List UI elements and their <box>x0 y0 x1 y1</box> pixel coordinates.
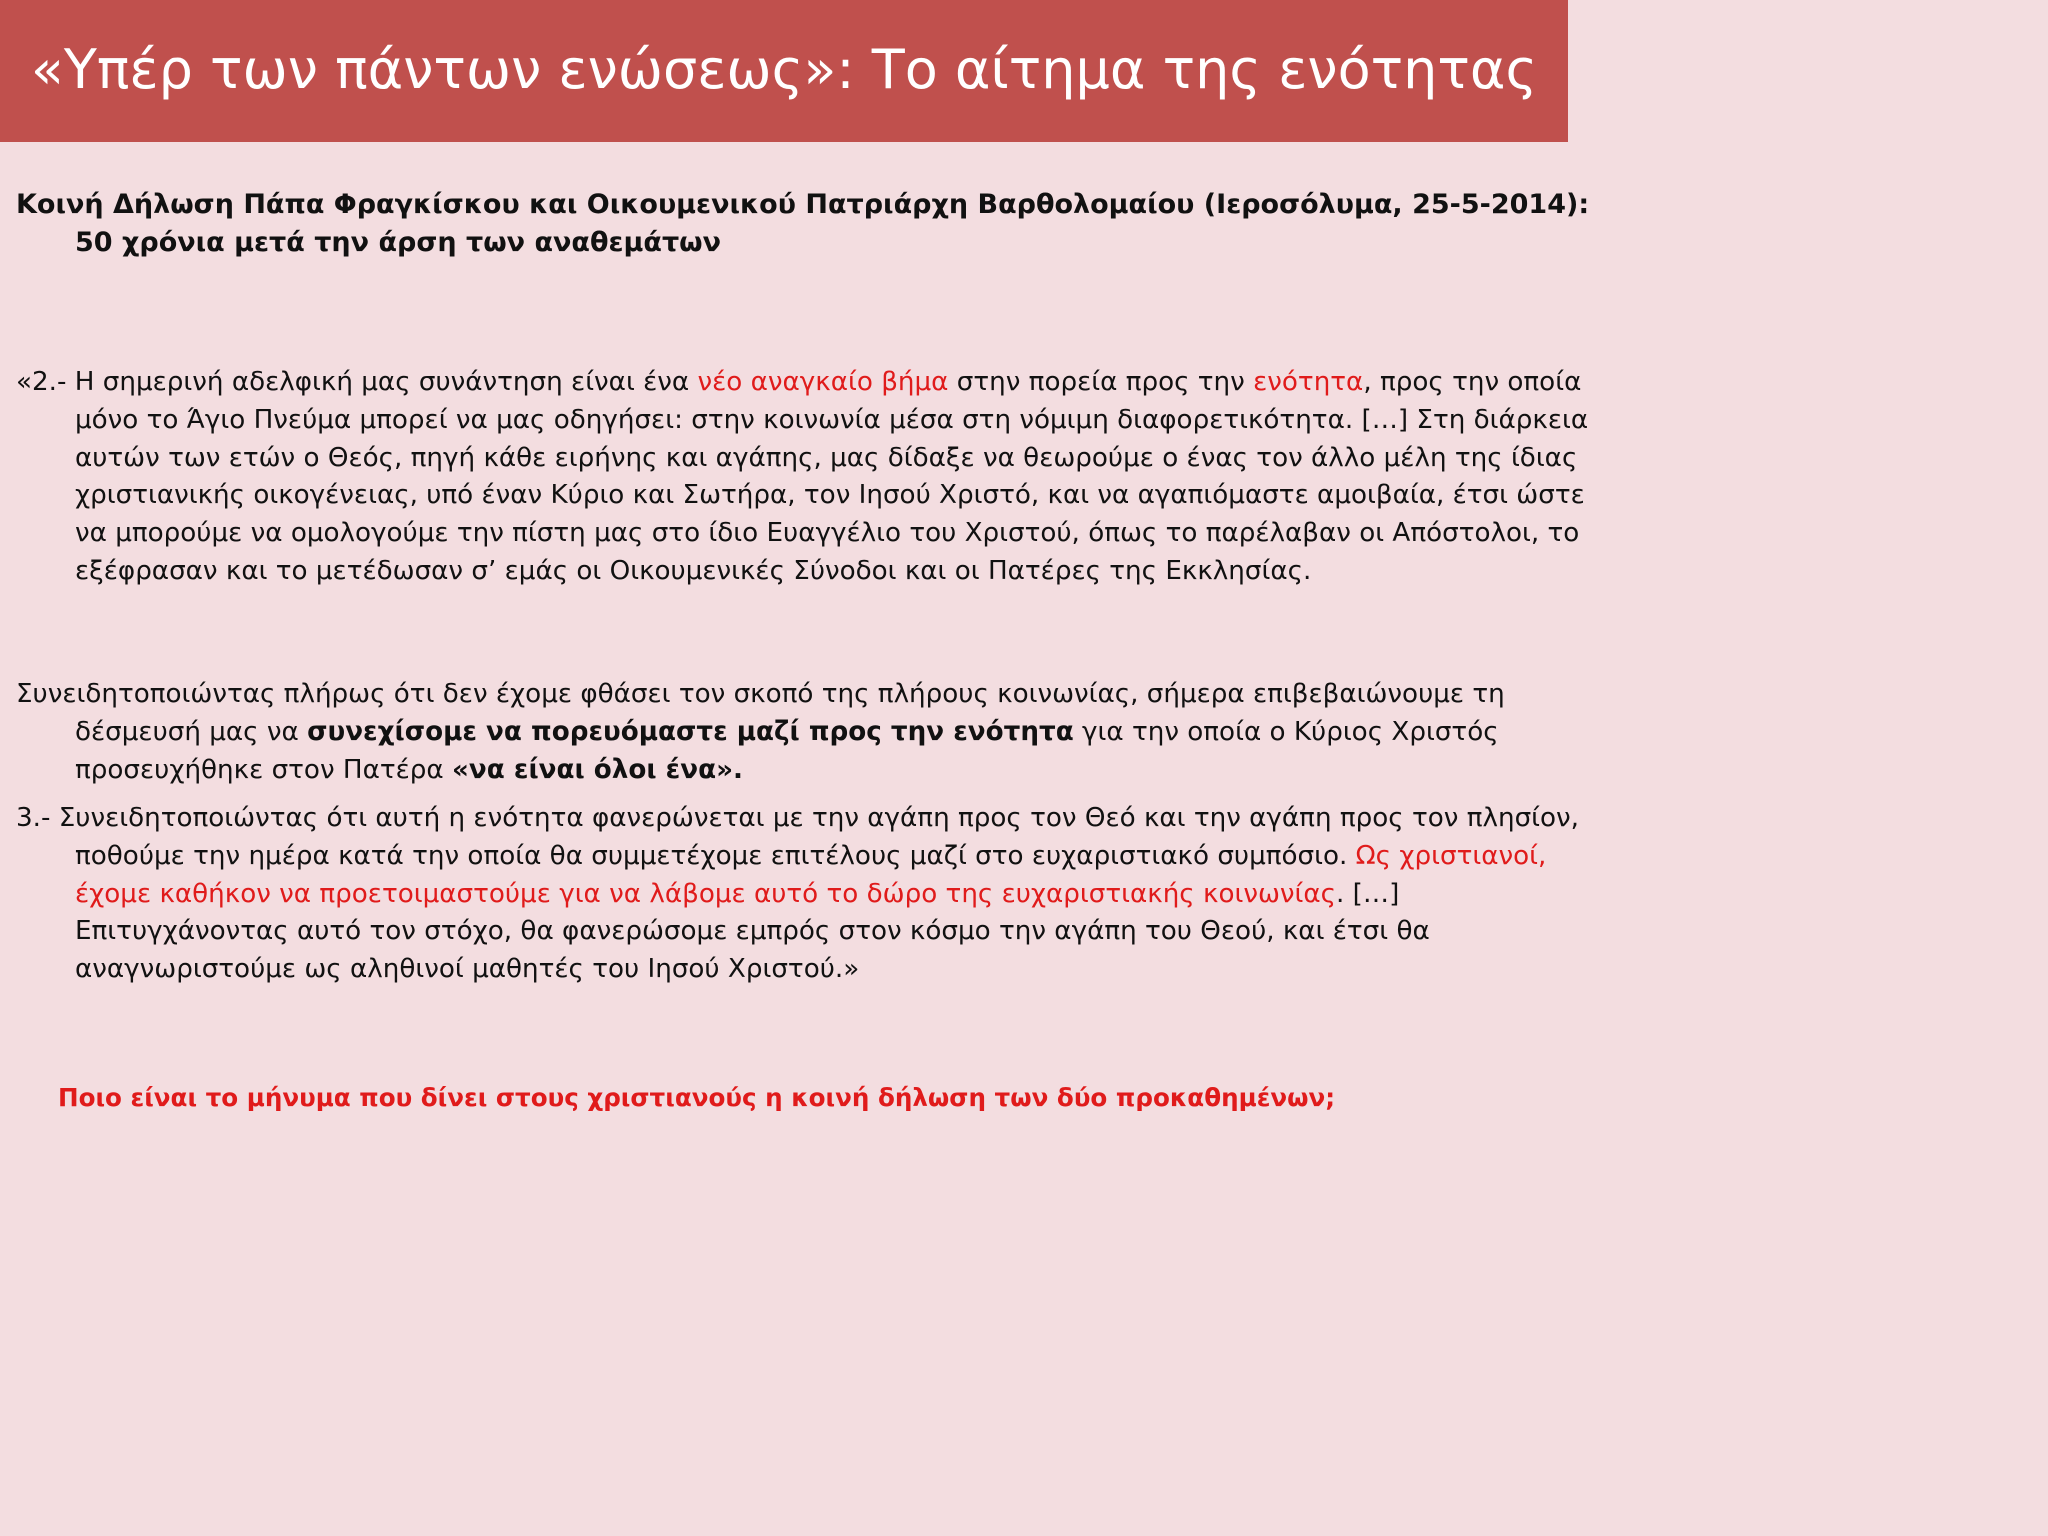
quote-paragraph-commitment <box>16 676 1605 789</box>
text-run: για την οποία ο Κύριος Χριστός προσευχήθηκε στον Πατέρα <box>75 716 1499 785</box>
text-run: . […] Επιτυγχάνοντας αυτό τον στόχο, θα φανερώσομε εμπρός στον κόσμο την αγάπη του Θεού, και έτσι θα αναγνωριστούμε ως αληθινοί μαθητές του Ιησού Χριστού.» <box>75 878 1430 985</box>
text-run: , προς την οποία μόνο το Άγιο Πνεύμα μπορεί να μας οδηγήσει: στην κοινωνία μέσα στη νόμιμη διαφορετικότητα. […] Στη διάρκεια αυτών των ετών ο Θεός, πηγή κάθε ειρήνης και αγάπης, μας δίδαξε να θεωρούμε ο ένας τον άλλο μέλη της ίδιας χριστιανικής οικογένειας, υπό έναν Κύριο και Σωτήρα, τον Ιησού Χριστό, και να αγαπιόμαστε αμοιβαία, έτσι ώστε να μπορούμε να ομολογούμε την πίστη μας στο ίδιο Ευαγγέλιο του Χριστού, όπως το παρέλαβαν οι Απόστολοι, το εξέφρασαν και το μετέδωσαν σ’ εμάς οι Οικουμενικές Σύνοδοι και οι Πατέρες της Εκκλησίας. <box>75 367 1589 586</box>
text-run: «2.- Η σημερινή αδελφική μας συνάντηση είναι ένα <box>16 367 698 397</box>
text-run: Συνειδητοποιώντας πλήρως ότι δεν έχομε φθάσει τον σκοπό της πλήρους κοινωνίας, σήμερα επιβεβαιώνουμε τη δέσμευσή μας να <box>16 679 1505 747</box>
bold-text: συνεχίσομε να πορευόμαστε μαζί προς την ενότητα <box>307 716 1074 747</box>
text-run: στην πορεία προς την <box>948 367 1254 397</box>
quote-paragraph-2 <box>16 364 1605 591</box>
source-heading: Κοινή Δήλωση Πάπα Φραγκίσκου και Οικουμενικού Πατριάρχη Βαρθολομαίου (Ιεροσόλυμα, 25-5-2014): 50 χρόνια μετά την άρση των αναθεμάτων <box>16 189 1590 258</box>
slide-title: «Υπέρ των πάντων ενώσεως»: Το αίτημα της ενότητας <box>30 38 1538 101</box>
text-run: 3.- Συνειδητοποιώντας ότι αυτή η ενότητα φανερώνεται με την αγάπη προς τον Θεό και την αγάπη προς τον πλησίον, ποθούμε την ημέρα κατά την οποία θα συμμετέχομε επιτέλους μαζί στο ευχαριστιακό συμπόσιο. <box>16 803 1580 871</box>
bold-text: «να είναι όλοι ένα». <box>452 754 743 785</box>
highlight-text: Ως χριστιανοί, έχομε καθήκον να προετοιμαστούμε για να λάβομε αυτό το δώρο της ευχαριστιακής κοινωνίας <box>75 840 1547 909</box>
title-bar <box>0 0 1568 142</box>
highlight-text: ενότητα <box>1253 367 1364 397</box>
highlight-text: νέο αναγκαίο βήμα <box>697 367 949 397</box>
quote-paragraph-3 <box>16 800 1605 989</box>
discussion-question: Ποιο είναι το μήνυμα που δίνει στους χριστιανούς η κοινή δήλωση των δύο προκαθημένων; <box>58 1083 1336 1112</box>
